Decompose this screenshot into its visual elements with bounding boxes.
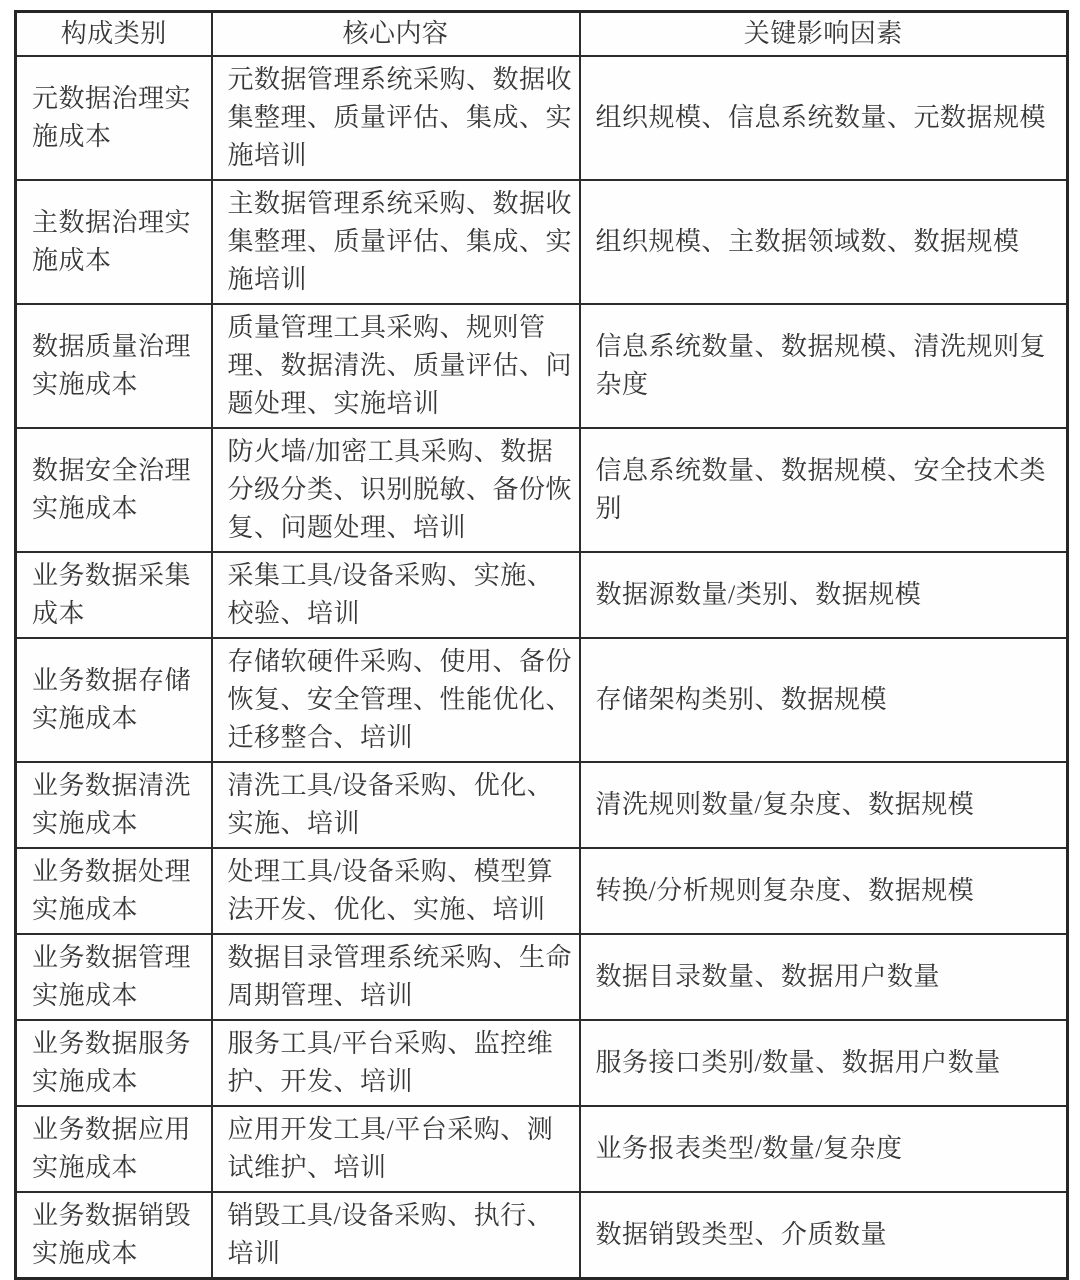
header-cell-category: 构成类别 xyxy=(16,12,212,57)
factors-cell: 转换/分析规则复杂度、数据规模 xyxy=(580,848,1068,934)
table-row xyxy=(16,180,1068,304)
table-row xyxy=(16,1020,1068,1106)
cost-table-container xyxy=(14,10,1066,1280)
category-cell: 业务数据存储实施成本 xyxy=(16,638,212,762)
table-row xyxy=(16,762,1068,848)
table-body xyxy=(16,56,1068,1279)
content-cell: 处理工具/设备采购、模型算法开发、优化、实施、培训 xyxy=(212,848,580,934)
category-cell: 主数据治理实施成本 xyxy=(16,180,212,304)
category-cell: 业务数据服务实施成本 xyxy=(16,1020,212,1106)
category-cell: 业务数据采集成本 xyxy=(16,552,212,638)
table-row xyxy=(16,934,1068,1020)
category-cell: 业务数据清洗实施成本 xyxy=(16,762,212,848)
content-cell: 采集工具/设备采购、实施、校验、培训 xyxy=(212,552,580,638)
content-cell: 防火墙/加密工具采购、数据分级分类、识别脱敏、备份恢复、问题处理、培训 xyxy=(212,428,580,552)
category-cell: 业务数据销毁实施成本 xyxy=(16,1192,212,1279)
category-cell: 数据质量治理实施成本 xyxy=(16,304,212,428)
header-cell-content: 核心内容 xyxy=(212,12,580,57)
content-cell: 主数据管理系统采购、数据收集整理、质量评估、集成、实施培训 xyxy=(212,180,580,304)
factors-cell: 数据目录数量、数据用户数量 xyxy=(580,934,1068,1020)
category-cell: 业务数据管理实施成本 xyxy=(16,934,212,1020)
factors-cell: 信息系统数量、数据规模、安全技术类别 xyxy=(580,428,1068,552)
category-cell: 元数据治理实施成本 xyxy=(16,56,212,180)
header-cell-factors: 关键影响因素 xyxy=(580,12,1068,57)
factors-cell: 清洗规则数量/复杂度、数据规模 xyxy=(580,762,1068,848)
content-cell: 服务工具/平台采购、监控维护、开发、培训 xyxy=(212,1020,580,1106)
factors-cell: 数据源数量/类别、数据规模 xyxy=(580,552,1068,638)
content-cell: 数据目录管理系统采购、生命周期管理、培训 xyxy=(212,934,580,1020)
factors-cell: 组织规模、信息系统数量、元数据规模 xyxy=(580,56,1068,180)
content-cell: 质量管理工具采购、规则管理、数据清洗、质量评估、问题处理、实施培训 xyxy=(212,304,580,428)
cost-composition-table xyxy=(14,10,1069,1280)
factors-cell: 业务报表类型/数量/复杂度 xyxy=(580,1106,1068,1192)
table-header xyxy=(16,12,1068,57)
content-cell: 元数据管理系统采购、数据收集整理、质量评估、集成、实施培训 xyxy=(212,56,580,180)
header-row xyxy=(16,12,1068,57)
category-cell: 数据安全治理实施成本 xyxy=(16,428,212,552)
factors-cell: 信息系统数量、数据规模、清洗规则复杂度 xyxy=(580,304,1068,428)
table-row xyxy=(16,638,1068,762)
category-cell: 业务数据处理实施成本 xyxy=(16,848,212,934)
table-row xyxy=(16,1192,1068,1279)
table-row xyxy=(16,848,1068,934)
factors-cell: 组织规模、主数据领域数、数据规模 xyxy=(580,180,1068,304)
factors-cell: 服务接口类别/数量、数据用户数量 xyxy=(580,1020,1068,1106)
table-row xyxy=(16,428,1068,552)
factors-cell: 存储架构类别、数据规模 xyxy=(580,638,1068,762)
content-cell: 清洗工具/设备采购、优化、实施、培训 xyxy=(212,762,580,848)
table-row xyxy=(16,304,1068,428)
category-cell: 业务数据应用实施成本 xyxy=(16,1106,212,1192)
table-row xyxy=(16,552,1068,638)
content-cell: 应用开发工具/平台采购、测试维护、培训 xyxy=(212,1106,580,1192)
content-cell: 存储软硬件采购、使用、备份恢复、安全管理、性能优化、迁移整合、培训 xyxy=(212,638,580,762)
content-cell: 销毁工具/设备采购、执行、培训 xyxy=(212,1192,580,1279)
table-row xyxy=(16,1106,1068,1192)
factors-cell: 数据销毁类型、介质数量 xyxy=(580,1192,1068,1279)
table-row xyxy=(16,56,1068,180)
